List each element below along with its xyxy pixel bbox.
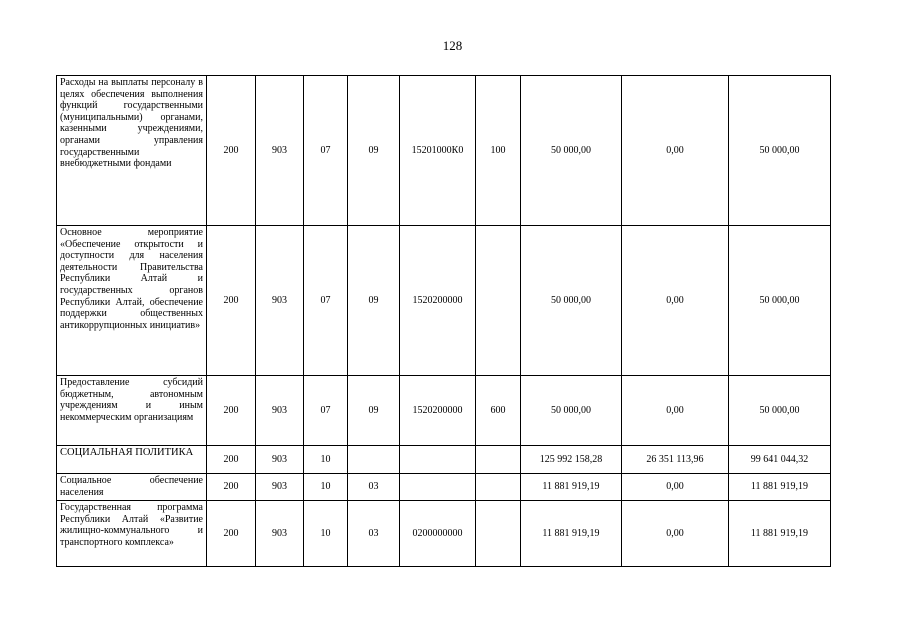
target-article-cell: 15201000К0 <box>400 76 476 226</box>
expense-type-cell: 600 <box>476 376 521 446</box>
grbs-cell: 903 <box>256 376 304 446</box>
kvsr-cell: 200 <box>207 446 256 474</box>
sum-3-cell: 50 000,00 <box>729 226 831 376</box>
sum-2-cell: 0,00 <box>622 376 729 446</box>
sum-2-cell: 0,00 <box>622 501 729 567</box>
sum-1-cell: 11 881 919,19 <box>521 474 622 501</box>
row-name: Основное мероприятие «Обеспечение открытости и доступности для населения деятельности Правительства Республики Алтай и государственных органов Республики Алтай, обеспечение поддержки общественных антикоррупционных инициатив» <box>57 226 207 376</box>
kvsr-cell: 200 <box>207 474 256 501</box>
section-cell: 07 <box>304 376 348 446</box>
table-row <box>57 76 831 226</box>
section-cell: 07 <box>304 76 348 226</box>
expense-type-cell: 100 <box>476 76 521 226</box>
table-row <box>57 446 831 474</box>
sum-3-cell: 50 000,00 <box>729 376 831 446</box>
table-row <box>57 501 831 567</box>
section-cell: 10 <box>304 501 348 567</box>
sum-1-cell: 11 881 919,19 <box>521 501 622 567</box>
sum-1-cell: 50 000,00 <box>521 376 622 446</box>
sum-2-cell: 26 351 113,96 <box>622 446 729 474</box>
grbs-cell: 903 <box>256 76 304 226</box>
subsection-cell: 03 <box>348 474 400 501</box>
sum-1-cell: 125 992 158,28 <box>521 446 622 474</box>
sum-3-cell: 99 641 044,32 <box>729 446 831 474</box>
row-name: Расходы на выплаты персоналу в целях обеспечения выполнения функций государственными (муниципальными) органами, казенными учреждениями, органами управления государственными внебюджетными фондами <box>57 76 207 226</box>
row-name: Предоставление субсидий бюджетным, автономным учреждениям и иным некоммерческим организациям <box>57 376 207 446</box>
table-row <box>57 474 831 501</box>
section-cell: 07 <box>304 226 348 376</box>
grbs-cell: 903 <box>256 226 304 376</box>
sum-3-cell: 11 881 919,19 <box>729 501 831 567</box>
subsection-cell: 03 <box>348 501 400 567</box>
budget-table <box>56 75 831 567</box>
kvsr-cell: 200 <box>207 76 256 226</box>
subsection-cell: 09 <box>348 76 400 226</box>
sum-1-cell: 50 000,00 <box>521 76 622 226</box>
expense-type-cell <box>476 446 521 474</box>
grbs-cell: 903 <box>256 446 304 474</box>
section-cell: 10 <box>304 474 348 501</box>
page-number: 128 <box>442 38 463 53</box>
row-name: Государственная программа Республики Алтай «Развитие жилищно-коммунального и транспортного комплекса» <box>57 501 207 567</box>
sum-1-cell: 50 000,00 <box>521 226 622 376</box>
target-article-cell: 1520200000 <box>400 226 476 376</box>
subsection-cell: 09 <box>348 226 400 376</box>
table-row <box>57 376 831 446</box>
sum-3-cell: 50 000,00 <box>729 76 831 226</box>
sum-2-cell: 0,00 <box>622 226 729 376</box>
row-name: СОЦИАЛЬНАЯ ПОЛИТИКА <box>57 446 207 474</box>
sum-2-cell: 0,00 <box>622 76 729 226</box>
target-article-cell: 1520200000 <box>400 376 476 446</box>
table-row <box>57 226 831 376</box>
row-name: Социальное обеспечение населения <box>57 474 207 501</box>
sum-3-cell: 11 881 919,19 <box>729 474 831 501</box>
grbs-cell: 903 <box>256 474 304 501</box>
target-article-cell: 0200000000 <box>400 501 476 567</box>
grbs-cell: 903 <box>256 501 304 567</box>
kvsr-cell: 200 <box>207 501 256 567</box>
expense-type-cell <box>476 474 521 501</box>
sum-2-cell: 0,00 <box>622 474 729 501</box>
subsection-cell <box>348 446 400 474</box>
target-article-cell <box>400 474 476 501</box>
expense-type-cell <box>476 501 521 567</box>
section-cell: 10 <box>304 446 348 474</box>
target-article-cell <box>400 446 476 474</box>
expense-type-cell <box>476 226 521 376</box>
kvsr-cell: 200 <box>207 226 256 376</box>
kvsr-cell: 200 <box>207 376 256 446</box>
subsection-cell: 09 <box>348 376 400 446</box>
